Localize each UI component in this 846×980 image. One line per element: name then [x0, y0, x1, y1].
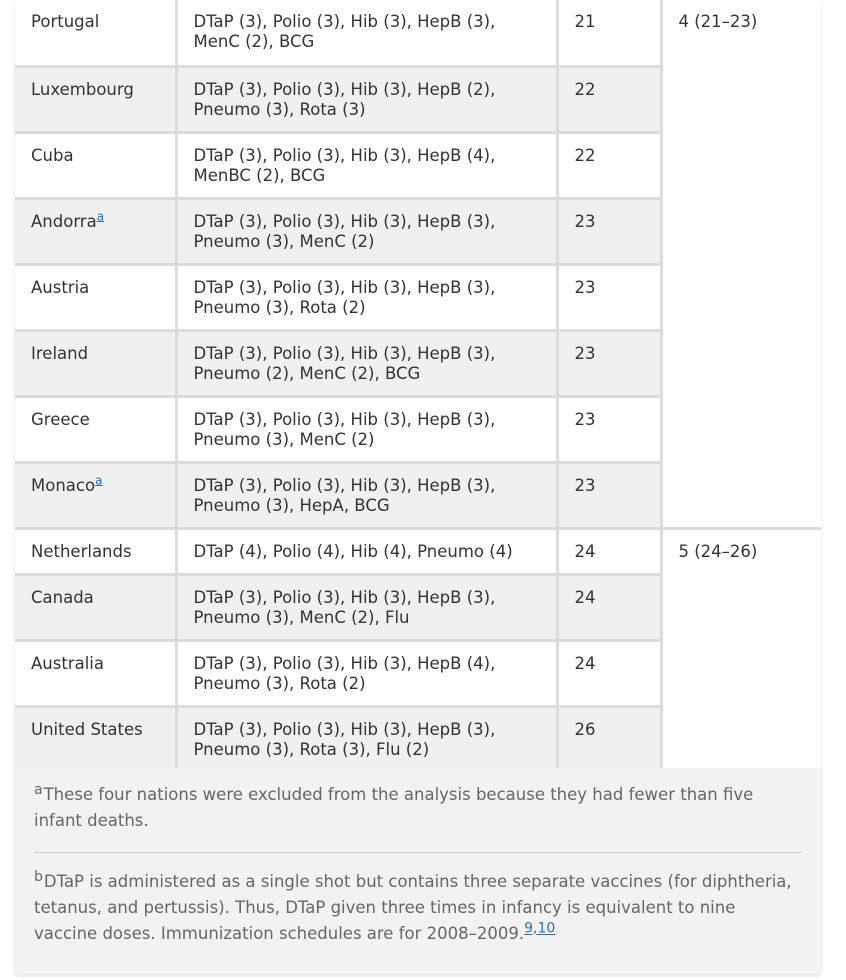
- doses-cell: 23: [557, 396, 661, 462]
- schedule-cell: DTaP (3), Polio (3), Hib (3), HepB (3), MenC (2), BCG: [176, 0, 557, 66]
- schedule-cell: DTaP (3), Polio (3), Hib (3), HepB (2), Pneumo (3), Rota (3): [176, 66, 557, 132]
- footnote-text: DTaP is administered as a single shot but contains three separate vaccines (for diphtheria, tetanus, and pertussis). Thus, DTaP given three times in infancy is equivalent to nine vaccine doses. Immunization schedules are for 2008–2009.: [34, 872, 792, 943]
- footnote-text: These four nations were excluded from the analysis because they had fewer than five infant deaths.: [34, 785, 754, 830]
- doses-cell: 22: [557, 66, 661, 132]
- footnote-a: [34, 782, 802, 834]
- schedule-cell: DTaP (3), Polio (3), Hib (3), HepB (3), Pneumo (3), MenC (2), Flu: [176, 574, 557, 640]
- schedule-cell: DTaP (3), Polio (3), Hib (3), HepB (3), Pneumo (3), MenC (2): [176, 396, 557, 462]
- footnote-mark: a: [34, 781, 43, 798]
- schedule-cell: DTaP (3), Polio (3), Hib (3), HepB (4), MenBC (2), BCG: [176, 132, 557, 198]
- schedule-cell: DTaP (3), Polio (3), Hib (3), HepB (3), Pneumo (3), HepA, BCG: [176, 462, 557, 528]
- doses-cell: 22: [557, 132, 661, 198]
- doses-cell: 26: [557, 706, 661, 772]
- country-cell: Australia: [15, 640, 176, 706]
- country-cell: Netherlands: [15, 528, 176, 574]
- table-footnotes: [15, 768, 821, 974]
- country-cell: Luxembourg: [15, 66, 176, 132]
- doses-cell: 24: [557, 640, 661, 706]
- country-cell: Austria: [15, 264, 176, 330]
- schedule-cell: DTaP (4), Polio (4), Hib (4), Pneumo (4): [176, 528, 557, 574]
- group-cell: 4 (21–23): [661, 0, 821, 528]
- doses-cell: 21: [557, 0, 661, 66]
- footnote-divider: [34, 852, 802, 853]
- country-cell: Portugal: [15, 0, 176, 66]
- country-cell: Greece: [15, 396, 176, 462]
- country-cell: Andorra$^a$: [15, 198, 176, 264]
- doses-cell: 23: [557, 264, 661, 330]
- group-cell: 5 (24–26): [661, 528, 821, 772]
- country-cell: United States: [15, 706, 176, 772]
- doses-cell: 24: [557, 528, 661, 574]
- schedule-cell: DTaP (3), Polio (3), Hib (3), HepB (3), Pneumo (3), MenC (2): [176, 198, 557, 264]
- doses-cell: 24: [557, 574, 661, 640]
- schedule-cell: DTaP (3), Polio (3), Hib (3), HepB (3), Pneumo (3), Rota (3), Flu (2): [176, 706, 557, 772]
- immunization-table: [15, 0, 821, 774]
- doses-cell: 23: [557, 330, 661, 396]
- footnote-mark: b: [34, 868, 43, 885]
- reference-link[interactable]: 9,10: [524, 920, 556, 937]
- schedule-cell: DTaP (3), Polio (3), Hib (3), HepB (4), Pneumo (3), Rota (2): [176, 640, 557, 706]
- schedule-cell: DTaP (3), Polio (3), Hib (3), HepB (3), Pneumo (2), MenC (2), BCG: [176, 330, 557, 396]
- doses-cell: 23: [557, 198, 661, 264]
- schedule-cell: DTaP (3), Polio (3), Hib (3), HepB (3), Pneumo (3), Rota (2): [176, 264, 557, 330]
- country-cell: Monaco$^a$: [15, 462, 176, 528]
- footnote-ref-a[interactable]: a: [95, 473, 103, 487]
- doses-cell: 23: [557, 462, 661, 528]
- footnote-b: [34, 869, 802, 947]
- country-cell: Canada: [15, 574, 176, 640]
- country-cell: Cuba: [15, 132, 176, 198]
- footnote-ref-a[interactable]: a: [96, 209, 105, 223]
- country-cell: Ireland: [15, 330, 176, 396]
